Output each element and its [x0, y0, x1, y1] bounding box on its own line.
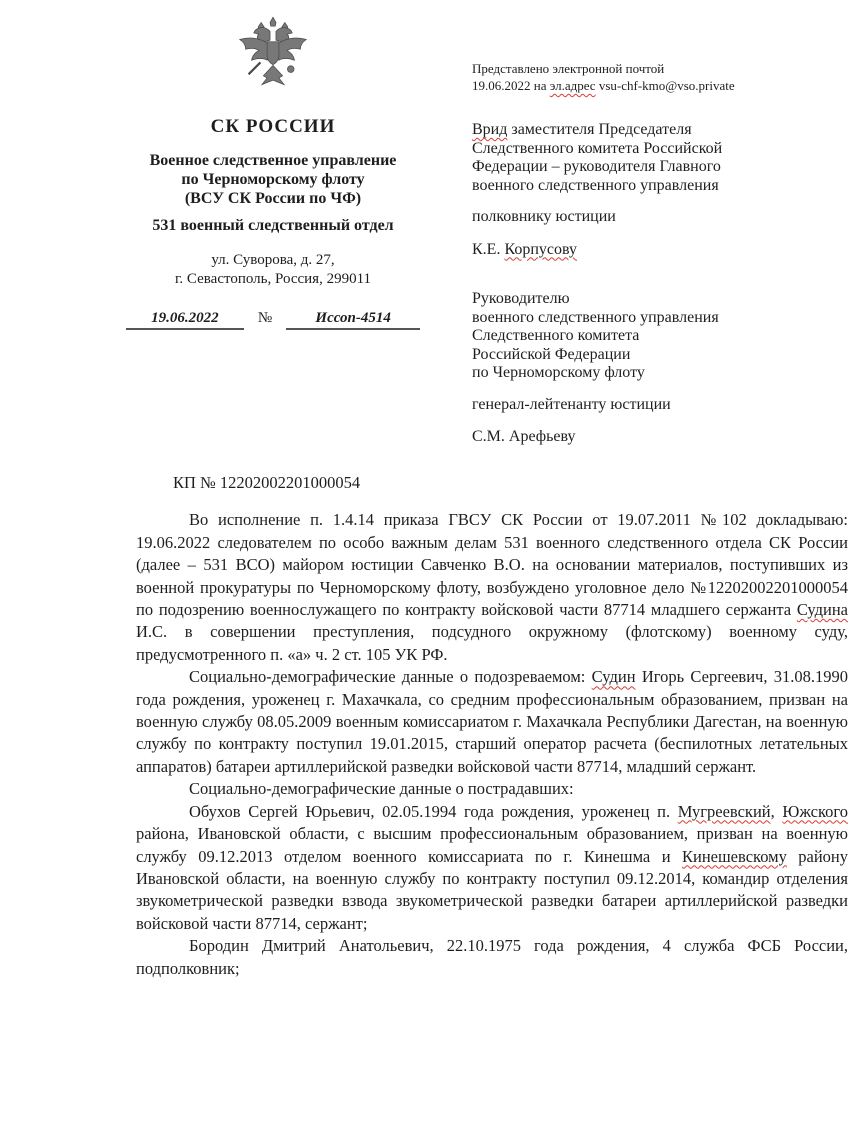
body-paragraph — [136, 935, 848, 980]
body-paragraph — [136, 666, 848, 778]
org-title: СК РОССИИ — [210, 116, 336, 137]
document-body — [136, 472, 848, 980]
number-sign: № — [257, 310, 273, 326]
addressee-name — [472, 428, 860, 447]
text-run: И.С. в совершении преступления, подсудного окружному (флотскому) военному суду, предусмотренного п. «а» ч. 2 ст. 105 УК РФ. — [136, 622, 848, 664]
org-address-line: ул. Суворова, д. 27, — [211, 252, 335, 268]
letterhead — [98, 16, 448, 330]
misspelled-word: Корпусову — [504, 240, 577, 258]
addressee-title-line — [472, 346, 860, 365]
org-subtitle-line: Военное следственное управление — [149, 152, 397, 169]
text-run: по Черноморскому флоту — [472, 364, 645, 381]
text-run: района, Ивановской области, с высшим профессиональным образованием, призван на военную службу 09.12.2013 отделом военного комиссариата по г. Кинешма и — [136, 824, 848, 866]
text-run: Во исполнение п. 1.4.14 приказа ГВСУ СК России от 19.07.2011 №102 докладываю: 19.06.2022 следователем по особо важным делам 531 военного следственного отдела СК России (далее – 531 ВСО) майором юстиции Савченко В.О. на основании материалов, поступивших из военной прокуратуры по Черноморскому флоту, возбуждено уголовное дело №12202002201000054 по подозрению военнослужащего по контракту войсковой части 87714 младшего сержанта — [136, 510, 848, 620]
text-run: Руководителю — [472, 290, 570, 307]
misspelled-word: эл.адрес — [549, 78, 596, 93]
addressee-block-1 — [472, 121, 860, 259]
text-run: , — [770, 801, 783, 821]
addressee-rank: генерал-лейтенанту юстиции — [472, 395, 671, 413]
org-address — [98, 251, 448, 289]
org-subtitle — [98, 151, 448, 208]
text-run: 19.06.2022 на — [472, 78, 550, 93]
body-paragraph — [136, 801, 848, 935]
misspelled-word: Судина — [796, 600, 848, 620]
addressee-block-2 — [472, 290, 860, 447]
department-name: 531 военный следственный отдел — [152, 217, 394, 234]
text-run: Игорь Сергеевич, 31.08.1990 года рождения, уроженец г. Махачкала, со средним профессиональным образованием, призван на военную службу 08.05.2009 военным комиссариатом г. Махачкала Республики Дагестан, на военную службу по контракту поступил 19.01.2015, старший оператор расчета (беспилотных летательных аппаратов) батареи артиллерийской разведки войсковой части 87714, младший сержант. — [136, 667, 848, 776]
text-run: району Ивановской области, на военную службу по контракту поступил 09.12.2014, командир отделения звукометрической разведки взвода звукометрической разведки батареи артиллерийской разведки войсковой части 87714, сержант; — [136, 846, 849, 933]
addressee-title-line — [472, 309, 860, 328]
misspelled-word: Судин — [591, 667, 636, 687]
misspelled-word: Кинешевскому — [681, 846, 787, 866]
misspelled-word: Мугреевский — [677, 801, 771, 821]
text-run: vsu-chf-kmo@vso.private — [595, 78, 735, 93]
addressee-title-line — [472, 140, 860, 159]
addressee-title-line — [472, 177, 860, 196]
document-date: 19.06.2022 — [126, 310, 244, 330]
text-run: Следственного комитета Российской — [472, 139, 723, 157]
reference-line — [98, 310, 448, 330]
delivery-note — [472, 60, 860, 94]
addressee-name — [472, 241, 860, 260]
misspelled-word: Южского — [782, 801, 848, 821]
org-subtitle-line: (ВСУ СК России по ЧФ) — [184, 190, 362, 207]
addressee-column — [472, 60, 860, 447]
addressee-title-line — [472, 158, 860, 177]
addressee-title-line — [472, 121, 860, 140]
case-reference: КП № 12202002201000054 — [173, 473, 361, 492]
delivery-note-line — [472, 77, 860, 94]
text-run: Обухов Сергей Юрьевич, 02.05.1994 года рождения, уроженец п. — [189, 801, 678, 821]
document-number: Иссоп-4514 — [286, 310, 420, 330]
text-run: Социально-демографические данные о подозреваемом: — [189, 667, 592, 687]
text-run: заместителя Председателя — [507, 121, 692, 138]
text-run: Бородин Дмитрий Анатольевич, 22.10.1975 года рождения, 4 служба ФСБ России, подполковник; — [136, 936, 848, 978]
body-paragraph — [136, 778, 848, 800]
text-run: Российской Федерации — [472, 345, 631, 363]
org-address-line: г. Севастополь, Россия, 299011 — [174, 271, 372, 287]
addressee-title-line — [472, 290, 860, 309]
addressee-title-line — [472, 364, 860, 383]
text-run: военного следственного управления — [472, 176, 719, 194]
text-run: К.Е. — [472, 240, 505, 258]
delivery-note-line: Представлено электронной почтой — [472, 61, 665, 76]
text-run: С.М. Арефьеву — [472, 428, 576, 445]
misspelled-word: Врид — [472, 121, 508, 138]
body-paragraph — [136, 509, 848, 666]
russian-coat-of-arms-icon — [98, 16, 448, 102]
addressee-rank: полковнику юстиции — [472, 208, 616, 225]
addressee-title-line — [472, 327, 860, 346]
org-subtitle-line: по Черноморскому флоту — [181, 171, 365, 188]
text-run: Социально-демографические данные о пострадавших: — [189, 779, 574, 799]
text-run: военного следственного управления — [472, 308, 719, 326]
text-run: Федерации – руководителя Главного — [472, 158, 721, 175]
text-run: Следственного комитета — [472, 327, 640, 344]
